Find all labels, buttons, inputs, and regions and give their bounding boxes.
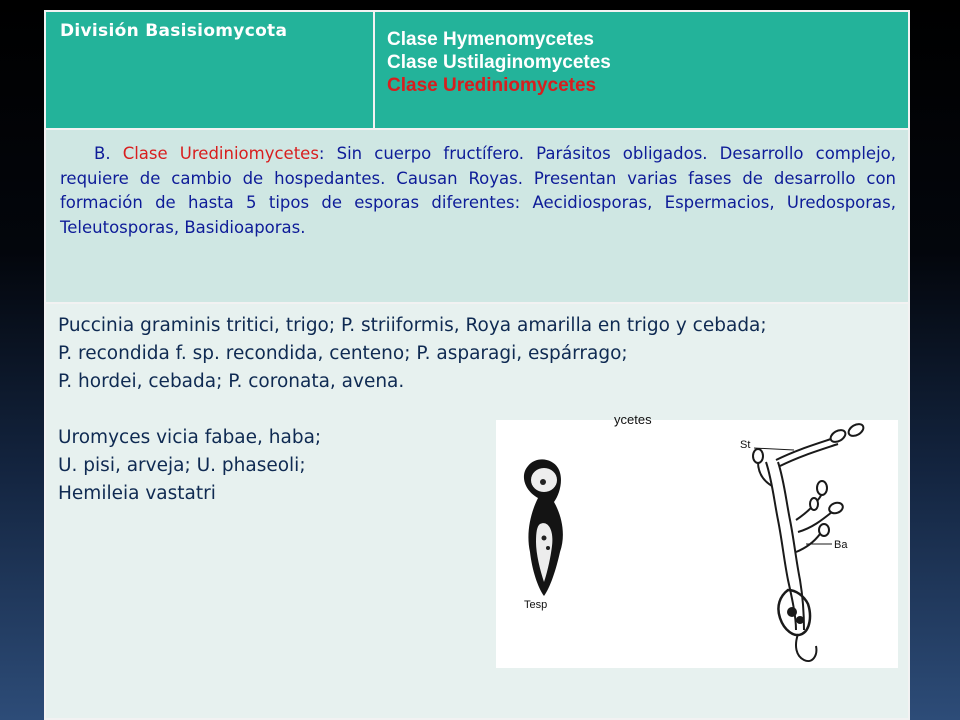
st-label: St <box>740 439 751 451</box>
species-line-1: Puccinia graminis tritici, trigo; P. striiformis, Roya amarilla en trigo y cebada; <box>58 315 767 336</box>
classes-cell <box>375 10 910 130</box>
species-line-4: Uromyces vicia fabae, haba; <box>58 427 322 448</box>
class-urediniomycetes: Clase Urediniomycetes <box>387 75 597 96</box>
species-line-5: U. pisi, arveja; U. phaseoli; <box>58 455 306 476</box>
description-cell <box>44 130 910 304</box>
rust-fungus-illustration <box>496 412 898 668</box>
species-line-3: P. hordei, cebada; P. coronata, avena. <box>58 371 405 392</box>
class-ustilaginomycetes: Clase Ustilaginomycetes <box>387 52 611 73</box>
basidium-drawing <box>754 438 838 661</box>
class-hymenomycetes: Clase Hymenomycetes <box>387 29 594 50</box>
tesp-label: Tesp <box>524 599 548 611</box>
content-table <box>44 10 910 720</box>
species-line-6: Hemileia vastatri <box>58 483 216 504</box>
species-line-2: P. recondida f. sp. recondida, centeno; P. asparagi, espárrago; <box>58 343 628 364</box>
ba-label: Ba <box>834 539 848 551</box>
description-class-name: Clase Urediniomycetes <box>122 144 319 163</box>
teliospore-drawing <box>524 459 563 596</box>
division-title: División Basisiomycota <box>60 21 288 41</box>
description-prefix: B. <box>94 144 123 163</box>
description-text: : Sin cuerpo fructífero. Parásitos obligados. Desarrollo complejo, requiere de cambio de hospedantes. Causan Royas. Presentan varias fases de desarrollo con formación de hasta 5 tipos de esporas diferentes: Aecidiosporas, Espermacios, Uredosporas, Teleutosporas, Basidioaporas. <box>60 144 896 237</box>
division-cell <box>44 10 375 130</box>
figure-caption-fragment: ycetes <box>614 412 652 427</box>
